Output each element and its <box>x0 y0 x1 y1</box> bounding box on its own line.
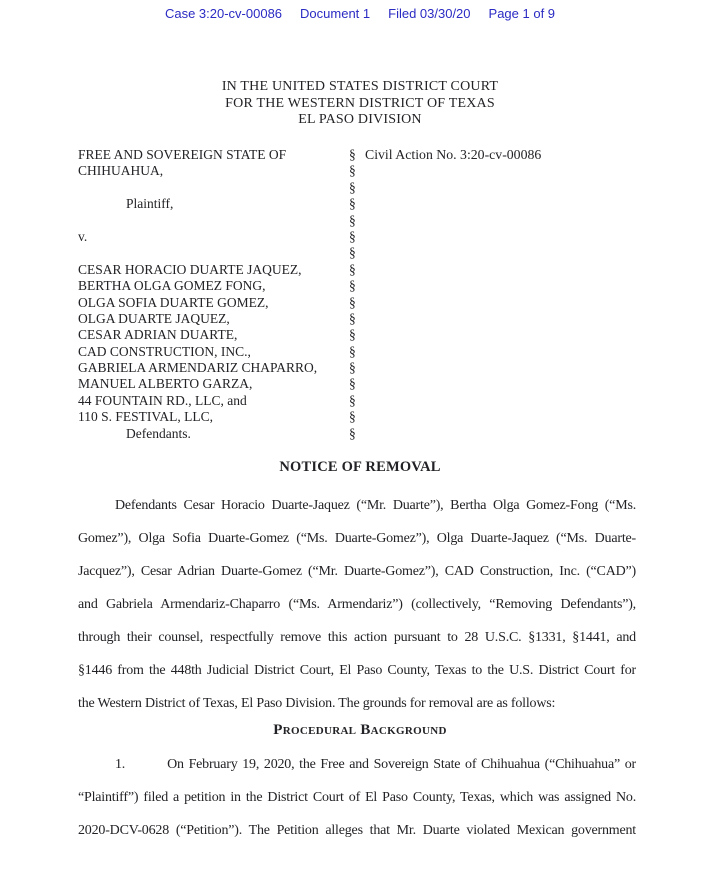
party-line <box>78 213 363 229</box>
removal-paragraph <box>78 489 636 720</box>
section-symbol: § <box>349 343 356 359</box>
paragraph-number: 1. <box>115 757 126 772</box>
section-symbol: § <box>349 179 356 195</box>
section-heading-procedural-background: Procedural Background <box>273 722 447 738</box>
stamp-case-number: Case 3:20-cv-00086 <box>164 6 283 21</box>
section-symbol: § <box>349 310 356 326</box>
body-line: 2020-DCV-0628 (“Petition”). The Petition alleges that Mr. Duarte violated Mexican government <box>78 823 636 838</box>
section-symbol: § <box>349 212 356 228</box>
section-symbol: § <box>349 409 356 425</box>
court-heading-line-3: EL PASO DIVISION <box>298 112 422 127</box>
stamp-filed-date: Filed 03/30/20 <box>388 6 471 21</box>
defendant-name: MANUEL ALBERTO GARZA, <box>78 376 253 392</box>
body-line: Defendants Cesar Horacio Duarte-Jaquez (“Mr. Duarte”), Bertha Olga Gomez-Fong (“Ms. <box>115 498 636 513</box>
body-line: “Plaintiff”) filed a petition in the District Court of El Paso County, Texas, which was assigned No. <box>78 790 636 805</box>
section-symbol: § <box>349 228 356 244</box>
court-heading-line-2: FOR THE WESTERN DISTRICT OF TEXAS <box>225 95 495 111</box>
party-line: CHIHUAHUA, <box>78 163 164 179</box>
section-symbol: § <box>349 327 356 343</box>
numbered-paragraph-1 <box>78 748 636 847</box>
body-line <box>78 748 636 781</box>
section-symbol: § <box>349 147 356 162</box>
defendant-name: BERTHA OLGA GOMEZ FONG, <box>78 278 266 294</box>
party-line: FREE AND SOVEREIGN STATE OF <box>78 147 287 162</box>
defendants-designation: Defendants. <box>126 425 191 441</box>
section-symbol: § <box>349 376 356 392</box>
caption-parties <box>78 147 363 442</box>
section-symbol: § <box>349 245 356 261</box>
defendant-name: 44 FOUNTAIN RD., LLC, and <box>78 392 247 408</box>
court-heading <box>0 79 720 129</box>
party-line <box>78 245 363 261</box>
body-line: through their counsel, respectfully remove this action pursuant to 28 U.S.C. §1331, §1441, and <box>78 630 636 645</box>
section-symbol: § <box>349 425 356 441</box>
ecf-stamp-header <box>0 6 720 21</box>
body-line-text: On February 19, 2020, the Free and Sovereign State of Chihuahua (“Chihuahua” or <box>167 757 636 772</box>
stamp-document-number: Document 1 <box>300 6 371 21</box>
body-line: the Western District of Texas, El Paso Division. The grounds for removal are as follows: <box>78 696 556 711</box>
body-line: §1446 from the 448th Judicial District Court, El Paso County, Texas to the U.S. District Court for <box>78 663 636 678</box>
defendant-name: CAD CONSTRUCTION, INC., <box>78 343 251 359</box>
versus-line: v. <box>78 228 88 244</box>
civil-action-number: Civil Action No. 3:20-cv-00086 <box>365 147 542 162</box>
body-line: Jacquez”), Cesar Adrian Duarte-Gomez (“Mr. Duarte-Gomez”), CAD Construction, Inc. (“CAD”) <box>78 564 636 579</box>
court-heading-line-1: IN THE UNITED STATES DISTRICT COURT <box>221 79 499 94</box>
defendant-name: CESAR ADRIAN DUARTE, <box>78 327 238 343</box>
section-symbol: § <box>349 392 356 408</box>
defendant-name: OLGA SOFIA DUARTE GOMEZ, <box>78 294 269 310</box>
body-line: Gomez”), Olga Sofia Duarte-Gomez (“Ms. Duarte-Gomez”), Olga Duarte-Jaquez (“Ms. Duarte- <box>78 531 636 546</box>
section-symbol: § <box>349 294 356 310</box>
defendant-name: GABRIELA ARMENDARIZ CHAPARRO, <box>78 360 318 376</box>
section-symbol: § <box>349 360 356 376</box>
section-symbol: § <box>349 163 356 179</box>
section-symbol: § <box>349 261 356 277</box>
section-symbol-column <box>349 147 356 442</box>
section-symbol: § <box>349 278 356 294</box>
section-symbol: § <box>349 196 356 212</box>
stamp-page-number: Page 1 of 9 <box>488 6 556 21</box>
defendant-name: 110 S. FESTIVAL, LLC, <box>78 409 214 425</box>
defendant-name: CESAR HORACIO DUARTE JAQUEZ, <box>78 261 302 277</box>
defendant-name: OLGA DUARTE JAQUEZ, <box>78 310 230 326</box>
party-line <box>78 180 363 196</box>
document-title: NOTICE OF REMOVAL <box>279 459 441 475</box>
body-line: and Gabriela Armendariz-Chaparro (“Ms. Armendariz”) (collectively, “Removing Defendants”), <box>78 597 636 612</box>
plaintiff-designation: Plaintiff, <box>126 196 174 212</box>
